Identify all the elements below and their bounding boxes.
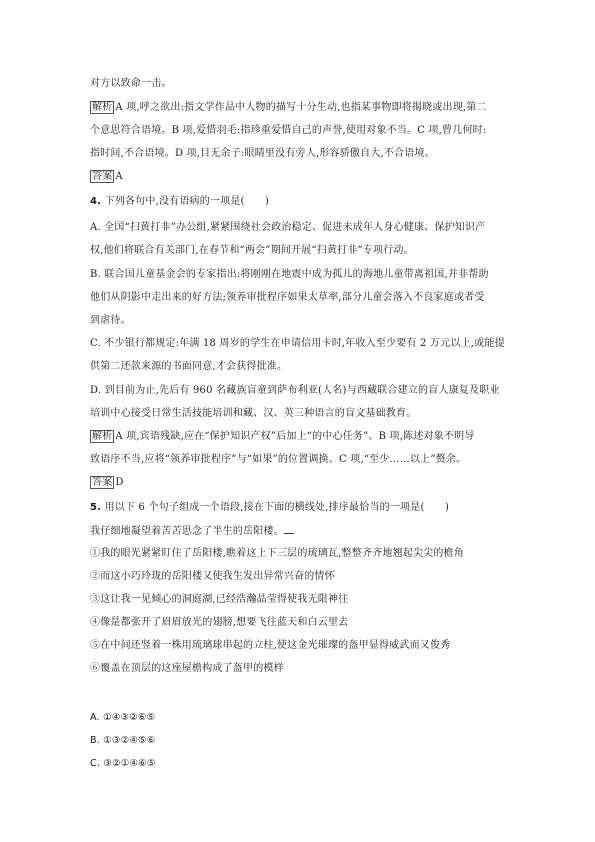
q5-option-b: B. ①③②④⑤⑥ bbox=[90, 735, 156, 746]
question-stem: 用以下 6 个句子组成一个语段,接在下面的横线处,排序最恰当的一项是( ) bbox=[104, 502, 450, 513]
analysis-text: A 项,呼之欲出:指文学作品中人物的描写十分生动,也指某事物即将揭晓或出现,第二 bbox=[115, 102, 487, 113]
q4-option-b-3: 到虐待。 bbox=[90, 315, 131, 326]
q5-sentence-3: ③这让我一见倾心的洞庭湖,已经浩瀚晶莹得使我无限神往 bbox=[90, 594, 349, 605]
lead-sentence: 我仔细地凝望着苦苦思念了半生的岳阳楼。 bbox=[90, 526, 284, 537]
q5-sentence-4: ④像是都张开了眉眉放光的翅膀,想要飞往蓝天和白云里去 bbox=[90, 617, 349, 628]
q4-answer-line bbox=[90, 476, 510, 490]
answer-value: A bbox=[115, 171, 123, 182]
q5-sentence-5: ⑤在中间还竖着一株用琉璃球串起的立柱,使这金光璀璨的盔甲显得威武而又俊秀 bbox=[90, 640, 451, 651]
q5-sentence-1: ①我的眼光紧紧盯住了岳阳楼,瞧着这上下三层的琉璃瓦,整整齐齐地翘起尖尖的檐角 bbox=[90, 548, 464, 559]
q5-option-a: A. ①④③②⑥⑤ bbox=[90, 712, 156, 723]
q5-lead-line bbox=[90, 524, 510, 539]
q4-option-a-1: A. 全国“扫黄打非”办公组,紧紧围绕社会政治稳定、促进未成年人身心健康、保护知识产 bbox=[90, 222, 486, 233]
q5-option-c: C. ③②①④⑥⑤ bbox=[90, 758, 156, 769]
q5-sentence-2: ②而这小巧玲珑的岳阳楼又使我生发出异常兴奋的情怀 bbox=[90, 571, 335, 582]
q3-analysis-text-3: 指时间,不合语境。D 项,目无余子:眼睛里没有旁人,形容骄傲自大,不合语境。 bbox=[90, 148, 435, 159]
answer-value: D bbox=[115, 477, 124, 488]
q4-stem-line bbox=[90, 195, 510, 209]
answer-tag: 答案 bbox=[92, 171, 113, 182]
q5-stem-line bbox=[90, 501, 510, 515]
q4-option-c-2: 供第二还款来源的书面同意,才会获得批准。 bbox=[90, 361, 288, 372]
q4-option-b-2: 他们从阴影中走出来的好方法;领养审批程序如果太草率,部分儿童会落入不良家庭或者受 bbox=[90, 292, 485, 303]
q3-analysis-text-2: 个意思符合语境。B 项,爱惜羽毛:指珍重爱惜自己的声誉,使用对象不当。C 项,曾几何时: bbox=[90, 125, 487, 136]
q5-sentence-6: ⑥覆盖在顶层的这座屋檐构成了盔甲的模样 bbox=[90, 663, 284, 674]
paragraph-tail: 对方以致命一击。 bbox=[90, 78, 172, 89]
question-number: 5. bbox=[90, 502, 102, 513]
q4-option-a-2: 权,他们将联合有关部门,在春节和“两会”期间开展“扫黄打非”专项行动。 bbox=[90, 245, 414, 256]
q4-option-d-1: D. 到目前为止,先后有 960 名藏族盲童到萨布利亚(人名)与西藏联合建立的盲人康复及职业 bbox=[90, 385, 500, 396]
q4-option-d-2: 培训中心接受日常生活技能培训和藏、汉、英三种语言的盲文基础教育。 bbox=[90, 408, 417, 419]
analysis-tag: 解析 bbox=[92, 431, 113, 442]
answer-tag: 答案 bbox=[92, 477, 113, 488]
q4-analysis-line bbox=[90, 430, 510, 444]
question-stem: 下列各句中,没有语病的一项是( ) bbox=[104, 196, 270, 207]
q4-analysis-text-2: 致语序不当,应将“领养审批程序”与“如果”的位置调换。C 项,“至少……以上”赘余。 bbox=[90, 454, 467, 465]
q3-answer-line bbox=[90, 170, 510, 184]
q3-analysis-line bbox=[90, 101, 510, 115]
q4-option-b-1: B. 联合国儿童基金会的专家指出:将刚刚在地震中成为孤儿的海地儿童带离祖国,并非帮助 bbox=[90, 269, 489, 280]
answer-blank bbox=[284, 524, 294, 534]
q4-option-c-1: C. 不少银行都规定:年满 18 周岁的学生在申请信用卡时,年收入至少要有 2 万元以上,或能提 bbox=[90, 338, 505, 349]
analysis-text: A 项,宾语残缺,应在“保护知识产权”后加上“的中心任务”。B 项,陈述对象不明导 bbox=[115, 431, 475, 442]
analysis-tag: 解析 bbox=[92, 102, 113, 113]
question-number: 4. bbox=[90, 196, 102, 207]
